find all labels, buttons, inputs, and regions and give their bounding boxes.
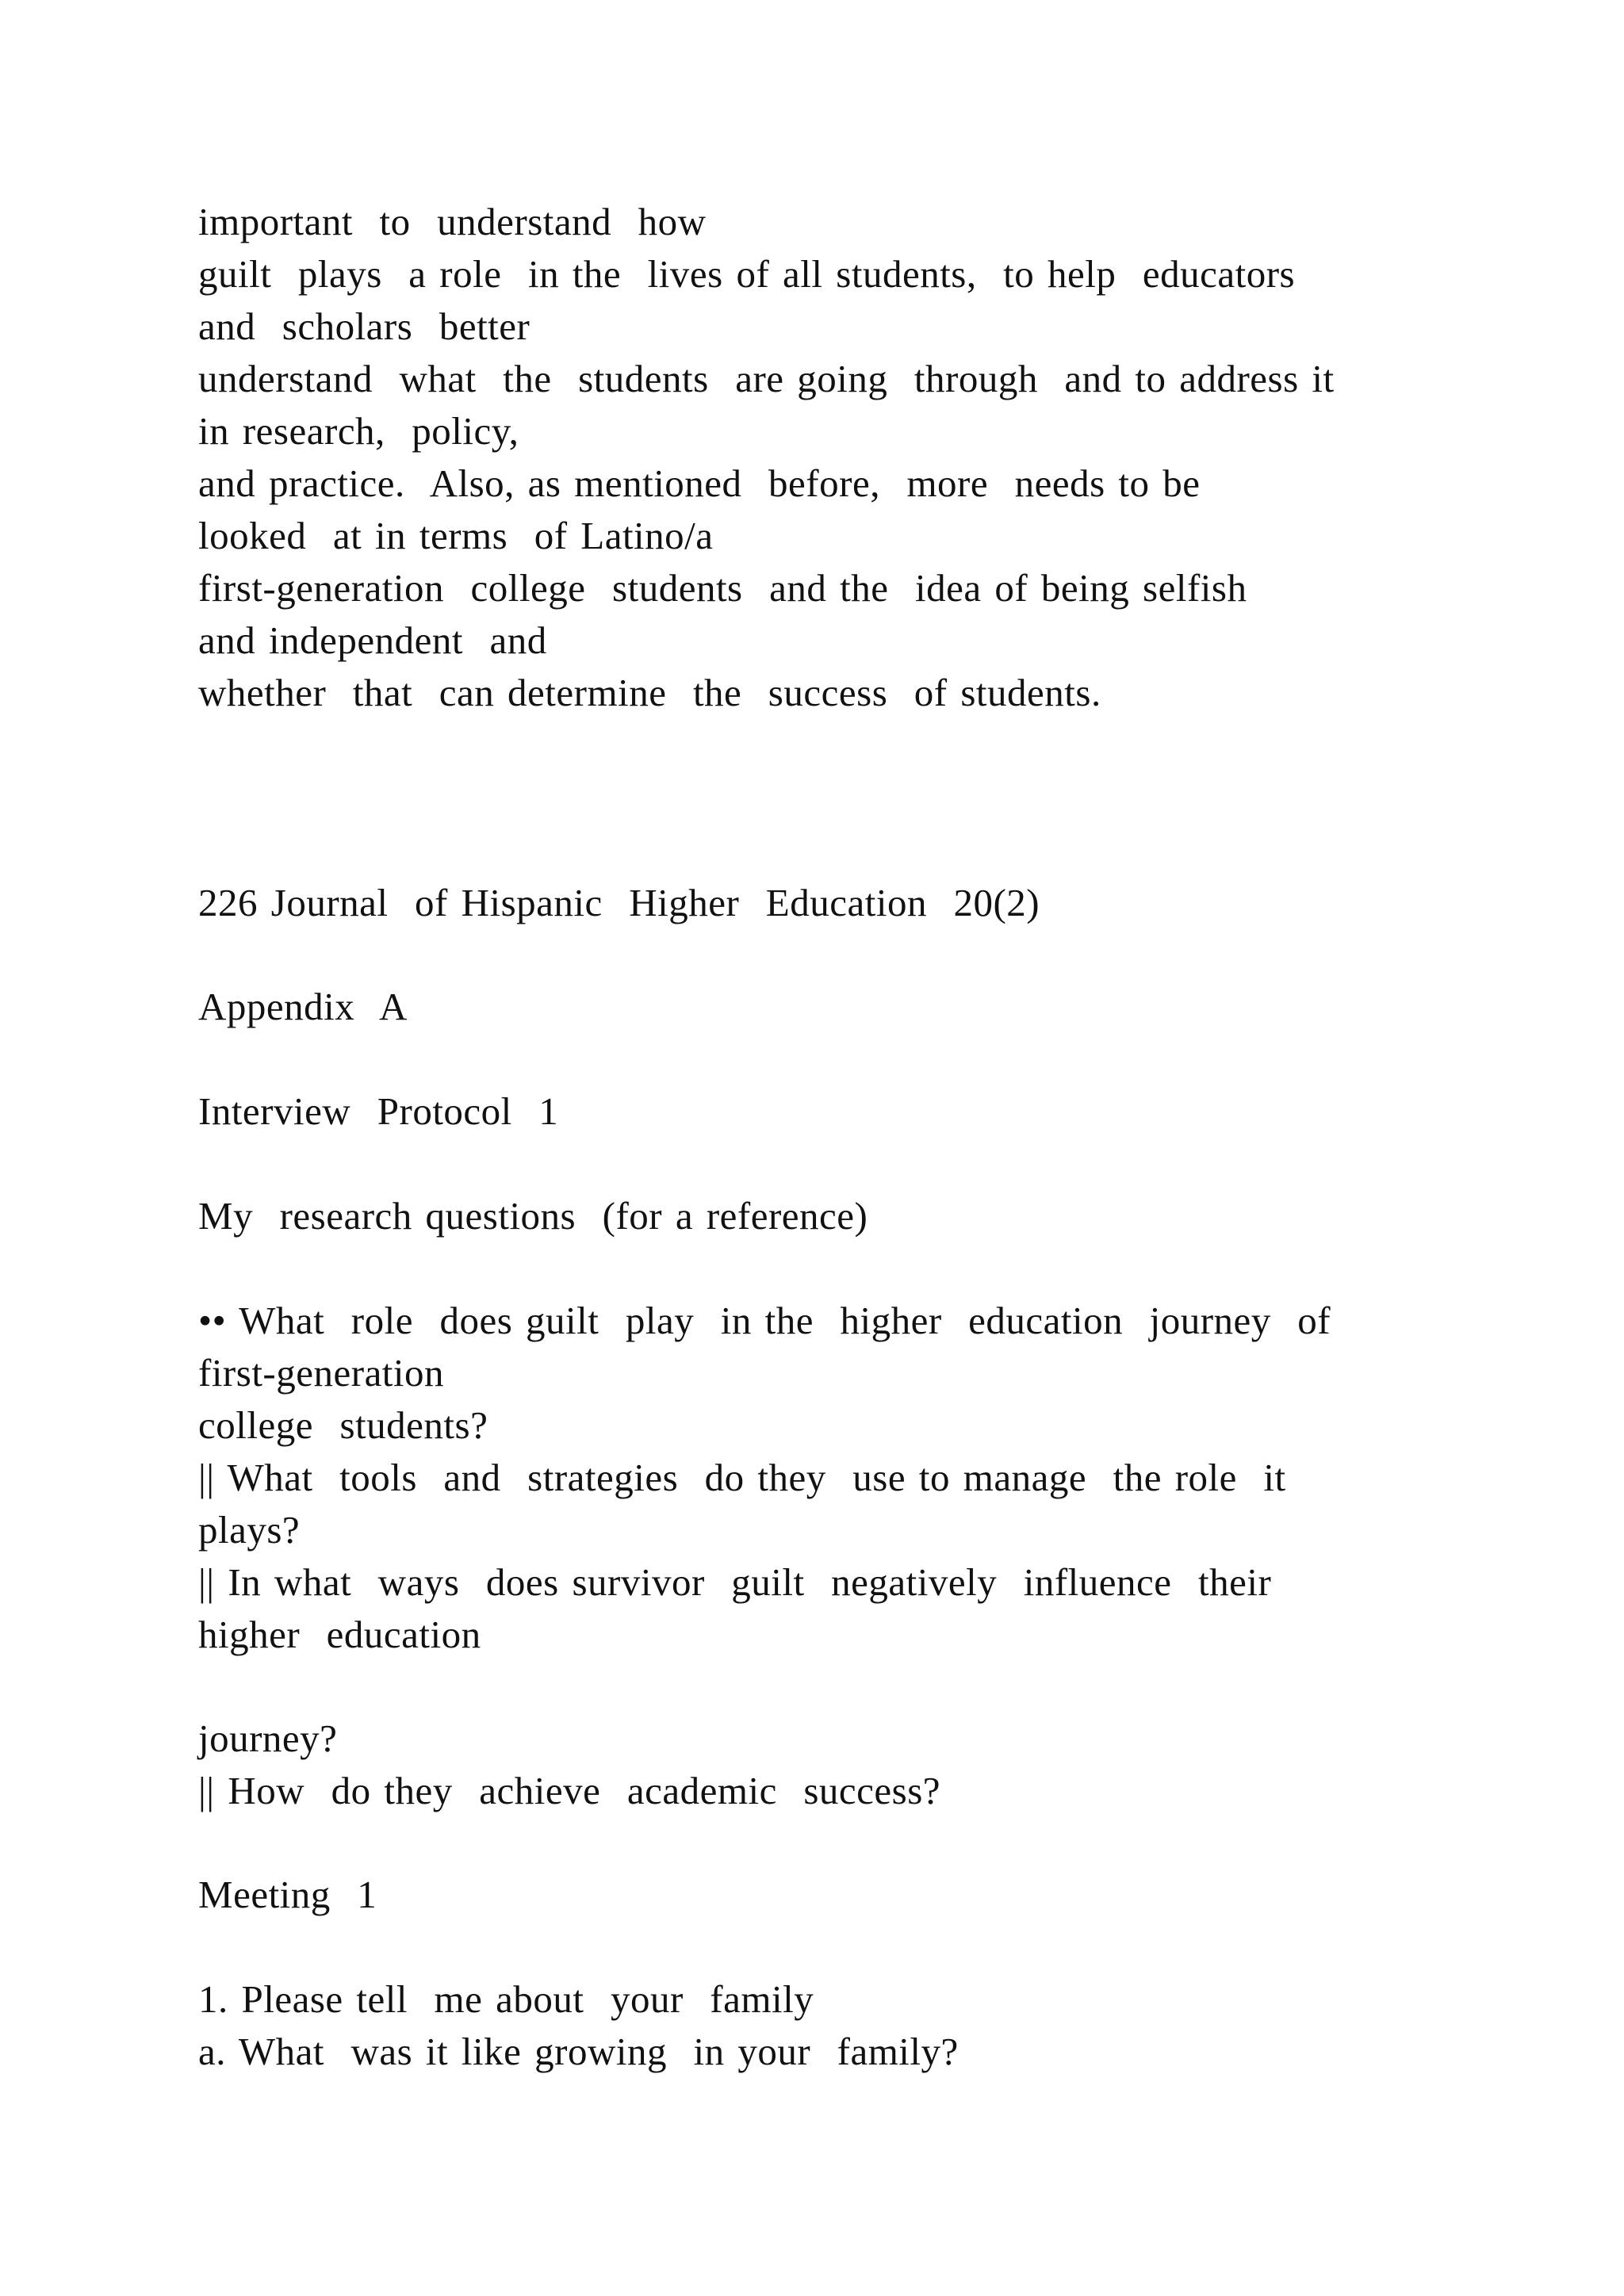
research-question-line: higher education (198, 1613, 481, 1656)
meeting-title: Meeting 1 (198, 1873, 377, 1916)
research-question-line: journey? (198, 1716, 338, 1760)
research-questions-heading: My research questions (for a reference) (198, 1194, 868, 1238)
research-question-line: first-generation (198, 1351, 445, 1395)
protocol-title: Interview Protocol 1 (198, 1089, 559, 1133)
paragraph-line: whether that can determine the success of students. (198, 671, 1101, 714)
paragraph-line: first-generation college students and the idea of being selfish (198, 566, 1247, 610)
paragraph-line: guilt plays a role in the lives of all students, to help educators (198, 252, 1296, 296)
paragraph-line: and scholars better (198, 304, 530, 348)
research-question-line: || What tools and strategies do they use to manage the role it (198, 1456, 1286, 1499)
paragraph-line: and independent and (198, 618, 547, 662)
paragraph-line: and practice. Also, as mentioned before, more needs to be (198, 461, 1201, 505)
appendix-title: Appendix A (198, 985, 408, 1028)
interview-question-line: 1. Please tell me about your family (198, 1977, 814, 2021)
research-question-line: college students? (198, 1403, 488, 1447)
paragraph-line: important to understand how (198, 200, 707, 243)
research-question-line: || In what ways does survivor guilt negatively influence their (198, 1560, 1272, 1604)
interview-question-line: a. What was it like growing in your family? (198, 2030, 959, 2073)
research-question-line: || How do they achieve academic success? (198, 1769, 941, 1812)
paragraph-line: in research, policy, (198, 409, 519, 453)
research-question-line: •• What role does guilt play in the higher education journey of (198, 1299, 1331, 1342)
paragraph-line: looked at in terms of Latino/a (198, 514, 714, 557)
research-question-line: plays? (198, 1508, 301, 1552)
running-header: 226 Journal of Hispanic Higher Education 20(2) (198, 881, 1040, 924)
paragraph-line: understand what the students are going through and to address it (198, 357, 1335, 400)
